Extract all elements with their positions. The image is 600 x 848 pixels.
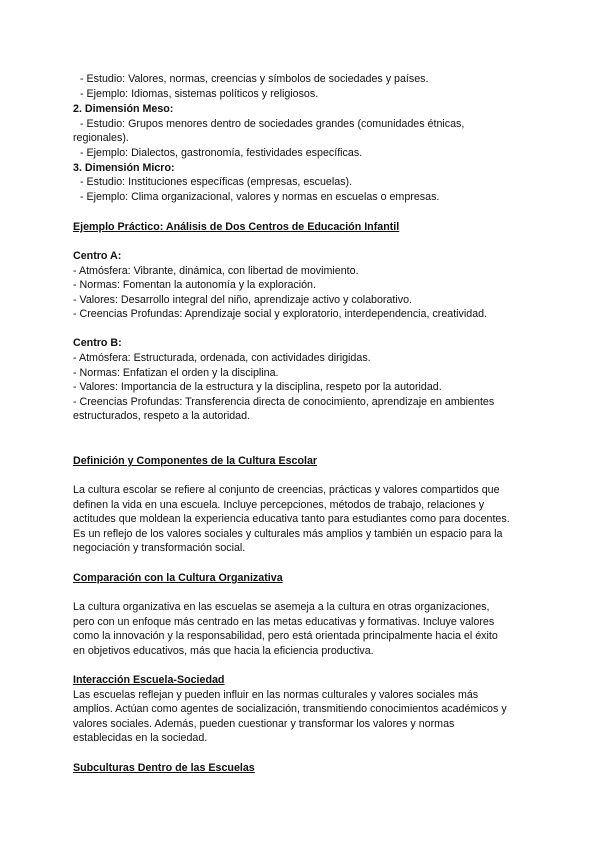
centro-b-beliefs-cont: estructurados, respeto a la autoridad. — [73, 410, 251, 422]
centro-a-norms: - Normas: Fomentan la autonomía y la exploración. — [73, 279, 316, 291]
definition-paragraph-line: negociación y transformación social. — [73, 542, 246, 554]
centro-b-title: Centro B: — [73, 337, 122, 349]
comparison-paragraph-line: La cultura organizativa en las escuelas se asemeja a la cultura en otras organizaciones, — [73, 601, 490, 613]
definition-paragraph-line: Es un reflejo de los valores sociales y culturales más amplios y también un espacio para la — [73, 528, 503, 540]
meso-heading: 2. Dimensión Meso: — [73, 103, 174, 115]
definition-paragraph-line: La cultura escolar se refiere al conjunto de creencias, prácticas y valores compartidos que — [73, 484, 500, 496]
interaction-heading: Interacción Escuela-Sociedad — [73, 674, 225, 686]
macro-study-line: - Estudio: Valores, normas, creencias y símbolos de sociedades y países. — [80, 73, 429, 85]
comparison-paragraph-line: como la innovación y la responsabilidad, pero está orientada principalmente hacia el éxito — [73, 630, 498, 642]
centro-b-beliefs: - Creencias Profundas: Transferencia directa de conocimiento, aprendizaje en ambientes — [73, 396, 495, 408]
meso-study-line: - Estudio: Grupos menores dentro de sociedades grandes (comunidades étnicas, — [80, 118, 465, 130]
comparison-heading: Comparación con la Cultura Organizativa — [73, 572, 283, 584]
definition-heading: Definición y Componentes de la Cultura Escolar — [73, 455, 318, 467]
centro-b-values: - Valores: Importancia de la estructura y la disciplina, respeto por la autoridad. — [73, 381, 442, 393]
definition-paragraph-line: actitudes que moldean la experiencia educativa tanto para estudiantes como para docentes. — [73, 513, 510, 525]
interaction-paragraph-line: Las escuelas reflejan y pueden influir en las normas culturales y valores sociales más — [73, 689, 479, 701]
micro-example-line: - Ejemplo: Clima organizacional, valores y normas en escuelas o empresas. — [80, 191, 440, 203]
practical-example-heading: Ejemplo Práctico: Análisis de Dos Centros de Educación Infantil — [73, 221, 400, 233]
centro-a-atmosphere: - Atmósfera: Vibrante, dinámica, con libertad de movimiento. — [73, 265, 359, 277]
interaction-paragraph-line: valores sociales. Además, pueden cuestionar y transformar los valores y normas — [73, 718, 455, 730]
subcultures-heading: Subculturas Dentro de las Escuelas — [73, 762, 255, 774]
interaction-paragraph-line: establecidas en la sociedad. — [73, 732, 208, 744]
definition-paragraph-line: definen la vida en una escuela. Incluye percepciones, métodos de trabajo, relaciones y — [73, 499, 485, 511]
centro-a-title: Centro A: — [73, 250, 122, 262]
centro-b-atmosphere: - Atmósfera: Estructurada, ordenada, con actividades dirigidas. — [73, 352, 371, 364]
comparison-paragraph-line: pero con un enfoque más centrado en las metas educativas y formativas. Incluye valores — [73, 616, 495, 628]
centro-a-beliefs: - Creencias Profundas: Aprendizaje social y exploratorio, interdependencia, creatividad. — [73, 308, 488, 320]
centro-b-norms: - Normas: Enfatizan el orden y la disciplina. — [73, 367, 279, 379]
macro-example-line: - Ejemplo: Idiomas, sistemas políticos y religiosos. — [80, 88, 319, 100]
interaction-paragraph-line: amplios. Actúan como agentes de socialización, transmitiendo conocimientos académicos y — [73, 703, 507, 715]
comparison-paragraph-line: en objetivos educativos, más que hacia la eficiencia productiva. — [73, 645, 374, 657]
micro-heading: 3. Dimensión Micro: — [73, 162, 175, 174]
micro-study-line: - Estudio: Instituciones específicas (empresas, escuelas). — [80, 176, 353, 188]
centro-a-values: - Valores: Desarrollo integral del niño, aprendizaje activo y colaborativo. — [73, 294, 413, 306]
meso-example-line: - Ejemplo: Dialectos, gastronomía, festividades específicas. — [80, 147, 363, 159]
meso-study-line-cont: regionales). — [73, 132, 129, 144]
